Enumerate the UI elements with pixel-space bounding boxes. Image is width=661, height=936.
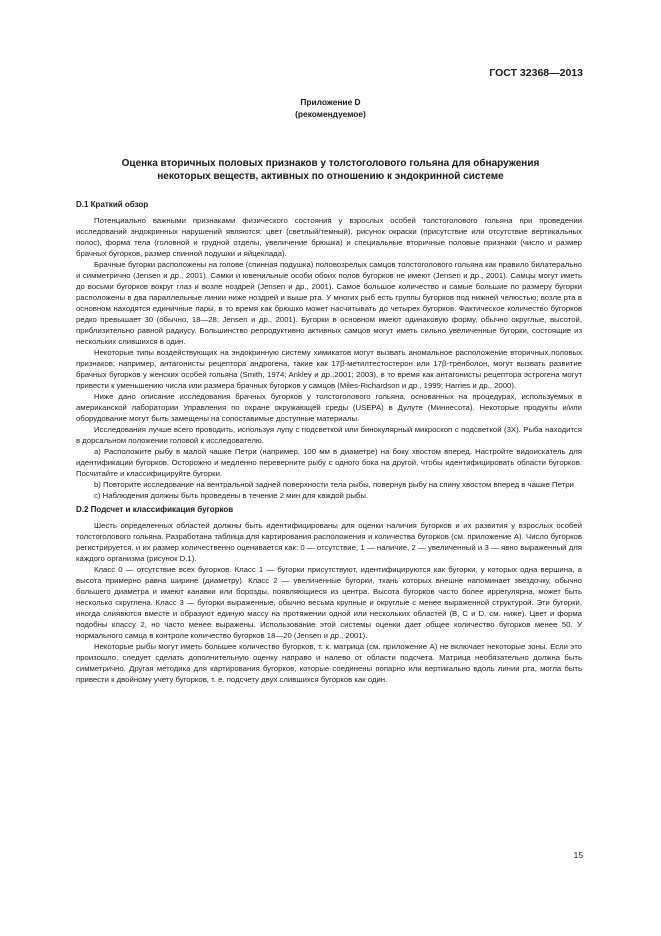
appendix-heading — [0, 96, 661, 120]
appendix-subtitle: (рекомендуемое) — [295, 109, 366, 119]
document-title-line-2: некоторых веществ, активных по отношению к эндокринной системе — [157, 171, 504, 182]
paragraph: Некоторые рыбы могут иметь большее количество бугорков, т. к. матрица (см. приложение А) не включает некоторые зоны. Если это произошло, следует сделать дополнительную оценку направо и налево от области подсчета. Матрица необязательно должна быть симметрично. Другая методика для картирования бугорков, которые соединены попарно или вертикально вдоль линии рта, могла быть привести к двойному учету бугорков, т. е. подсчету двух слившихся бугорков как один. — [76, 642, 582, 684]
procedure-step-b: b) Повторите исследование на вентральной задней поверхности тела рыбы, повернув рыбу на спину хвостом вперед в чашке Петри — [94, 480, 574, 489]
section-heading-d2: D.2 Подсчет и классификация бугорков — [76, 505, 234, 514]
procedure-step-c: c) Наблюдения должны быть проведены в течение 2 мин для каждой рыбы. — [94, 491, 369, 500]
paragraph: Некоторые типы воздействующих на эндокринную систему химикатов могут вызвать аномальное расположение вторичных половых признаков; например, антагонисты рецептора андрогена, такие как 17β-метилтестостерон или 17β-тренболон, могут вызвать развитие брачных бугорков у женских особей гольяна (Smith, 1974; Ankley и др.,2001; 2003), в то время как антагонисты рецептора эстрогена могут привести к уменьшению числа или размера брачных бугорков у самцов (Miles-Richardson и др., 1999; Harries и др., 2000). — [76, 348, 582, 390]
paragraph: Шесть определенных областей должны быть идентифицированы для оценки наличия бугорков и их развития у взрослых особей толстоголового гольяна. Разработана таблица для картирования расположения и количества бугорков (см. приложение А). Число бугорков регистрируется, и их размер количественно оценивается как: 0 — отсутствие, 1 — наличие, 2 — увеличенный и 3 — явно выраженный для каждого организма (рисунок D.1). — [76, 521, 582, 563]
paragraph: Ниже дано описание исследования брачных бугорков у толстоголового гольяна, основанных на процедурах, используемых в американской лаборатории Управления по охране окружающей среды (USEPA) в Дулуте (Миннесота). Некоторые продукты и/или оборудование могут быть замещены на сопоставимые доступные материалы. — [76, 392, 582, 423]
procedure-step-a: a) Расположите рыбу в малой чашке Петри (например, 100 мм в диаметре) на боку хвостом вперед. Настройте видоискатель для идентификации бугорков. Осторожно и медленно переверните рыбу с одного бока на другой, чтобы идентифицировать области бугорков. Посчитайте и классифицируйте бугорки. — [76, 447, 582, 478]
document-title — [70, 157, 591, 183]
page-number: 15 — [573, 850, 583, 860]
appendix-title: Приложение D — [300, 97, 361, 107]
document-body — [76, 199, 582, 685]
paragraph: Класс 0 — отсутствие всех бугорков. Класс 1 — бугорки присутствуют, идентифицируются как бугорки, у которых одна вершина, а высота примерно равна ширине (диаметру). Класс 2 — увеличенные бугорки, ткань которых внешне напоминает звездочку, обычно большего диаметра и имеют канавки или борозды, появляющиеся из центра. Высота бугорков часто более иррегулярна, может быть несколько скруглена. Класс 3 — бугорки выраженные, обычно весьма крупные и округлые с менее выраженной структурой. Эти бугорки, иногда слиявются вместе и образуют единую массу на протяжении одной или нескольких областей (В, С и D, см. ниже). Цвет и форма подобны классу 2, но часто менее выражены. Использование этой системы оценки дает общее количество бугорков менее 50. У нормального самца в контроле количество бугорков 18—20 (Jensen и др., 2001). — [76, 565, 582, 640]
document-title-line-1: Оценка вторичных половых признаков у толстоголового гольяна для обнаружения — [121, 158, 540, 169]
paragraph: Исследования лучше всего проводить, используя лупу с подсветкой или бинокулярный микроскоп с подсветкой (3X). Рыба находится в дорсальном положении головой к исследователю. — [76, 425, 582, 445]
paragraph: Потенциально важными признаками физического состояния у взрослых особей толстоголового гольяна при проведении исследований эндокринных нарушений являются: цвет (светлый/темный), рисунок окраски (присутствие или отсутствие вертикальных полос), форма тела (головной и грудной отделы, увеличение брюшка) и специальные вторичные половые признаки (число и размер брачных бугорков, размер спинной подушки и яйцеклада). — [76, 216, 582, 258]
section-heading-d1: D.1 Краткий обзор — [76, 200, 149, 209]
standard-code: ГОСТ 32368—2013 — [489, 67, 583, 79]
paragraph: Брачные бугорки расположены на голове (спинная подушка) половозрелых самцов толстоголового гольяна как правило билатерально и симметрично (Jensen и др., 2001). Самки и ювенильные особи обоих полов бугорков не имеют (Jensen и др., 2001). Самцы могут иметь до восьми бугорков вокруг глаз и возле ноздрей (Jensen и др., 2001). Самое большое количество и самые большие по размеру бугорки расположены в два параллельные линии ниже ноздрей и выше рта. У многих рыб есть группы бугорков под нижней челюстью; возле рта в основном находятся единичные пары, в то время как брюшко может насчитывать до четырех бугорков. Фактическое количество бугорков редко превышает 30 (обычно, 18—28; Jensen и др., 2001). Бугорки в основном имеют одинаковую форму, обычно округлые, высотой, приблизительно равной радиусу. Большинство репродуктивно активных самцов могут иметь сильно увеличенные бугорки, состоящие из нескольких слившихся в один. — [76, 260, 582, 346]
